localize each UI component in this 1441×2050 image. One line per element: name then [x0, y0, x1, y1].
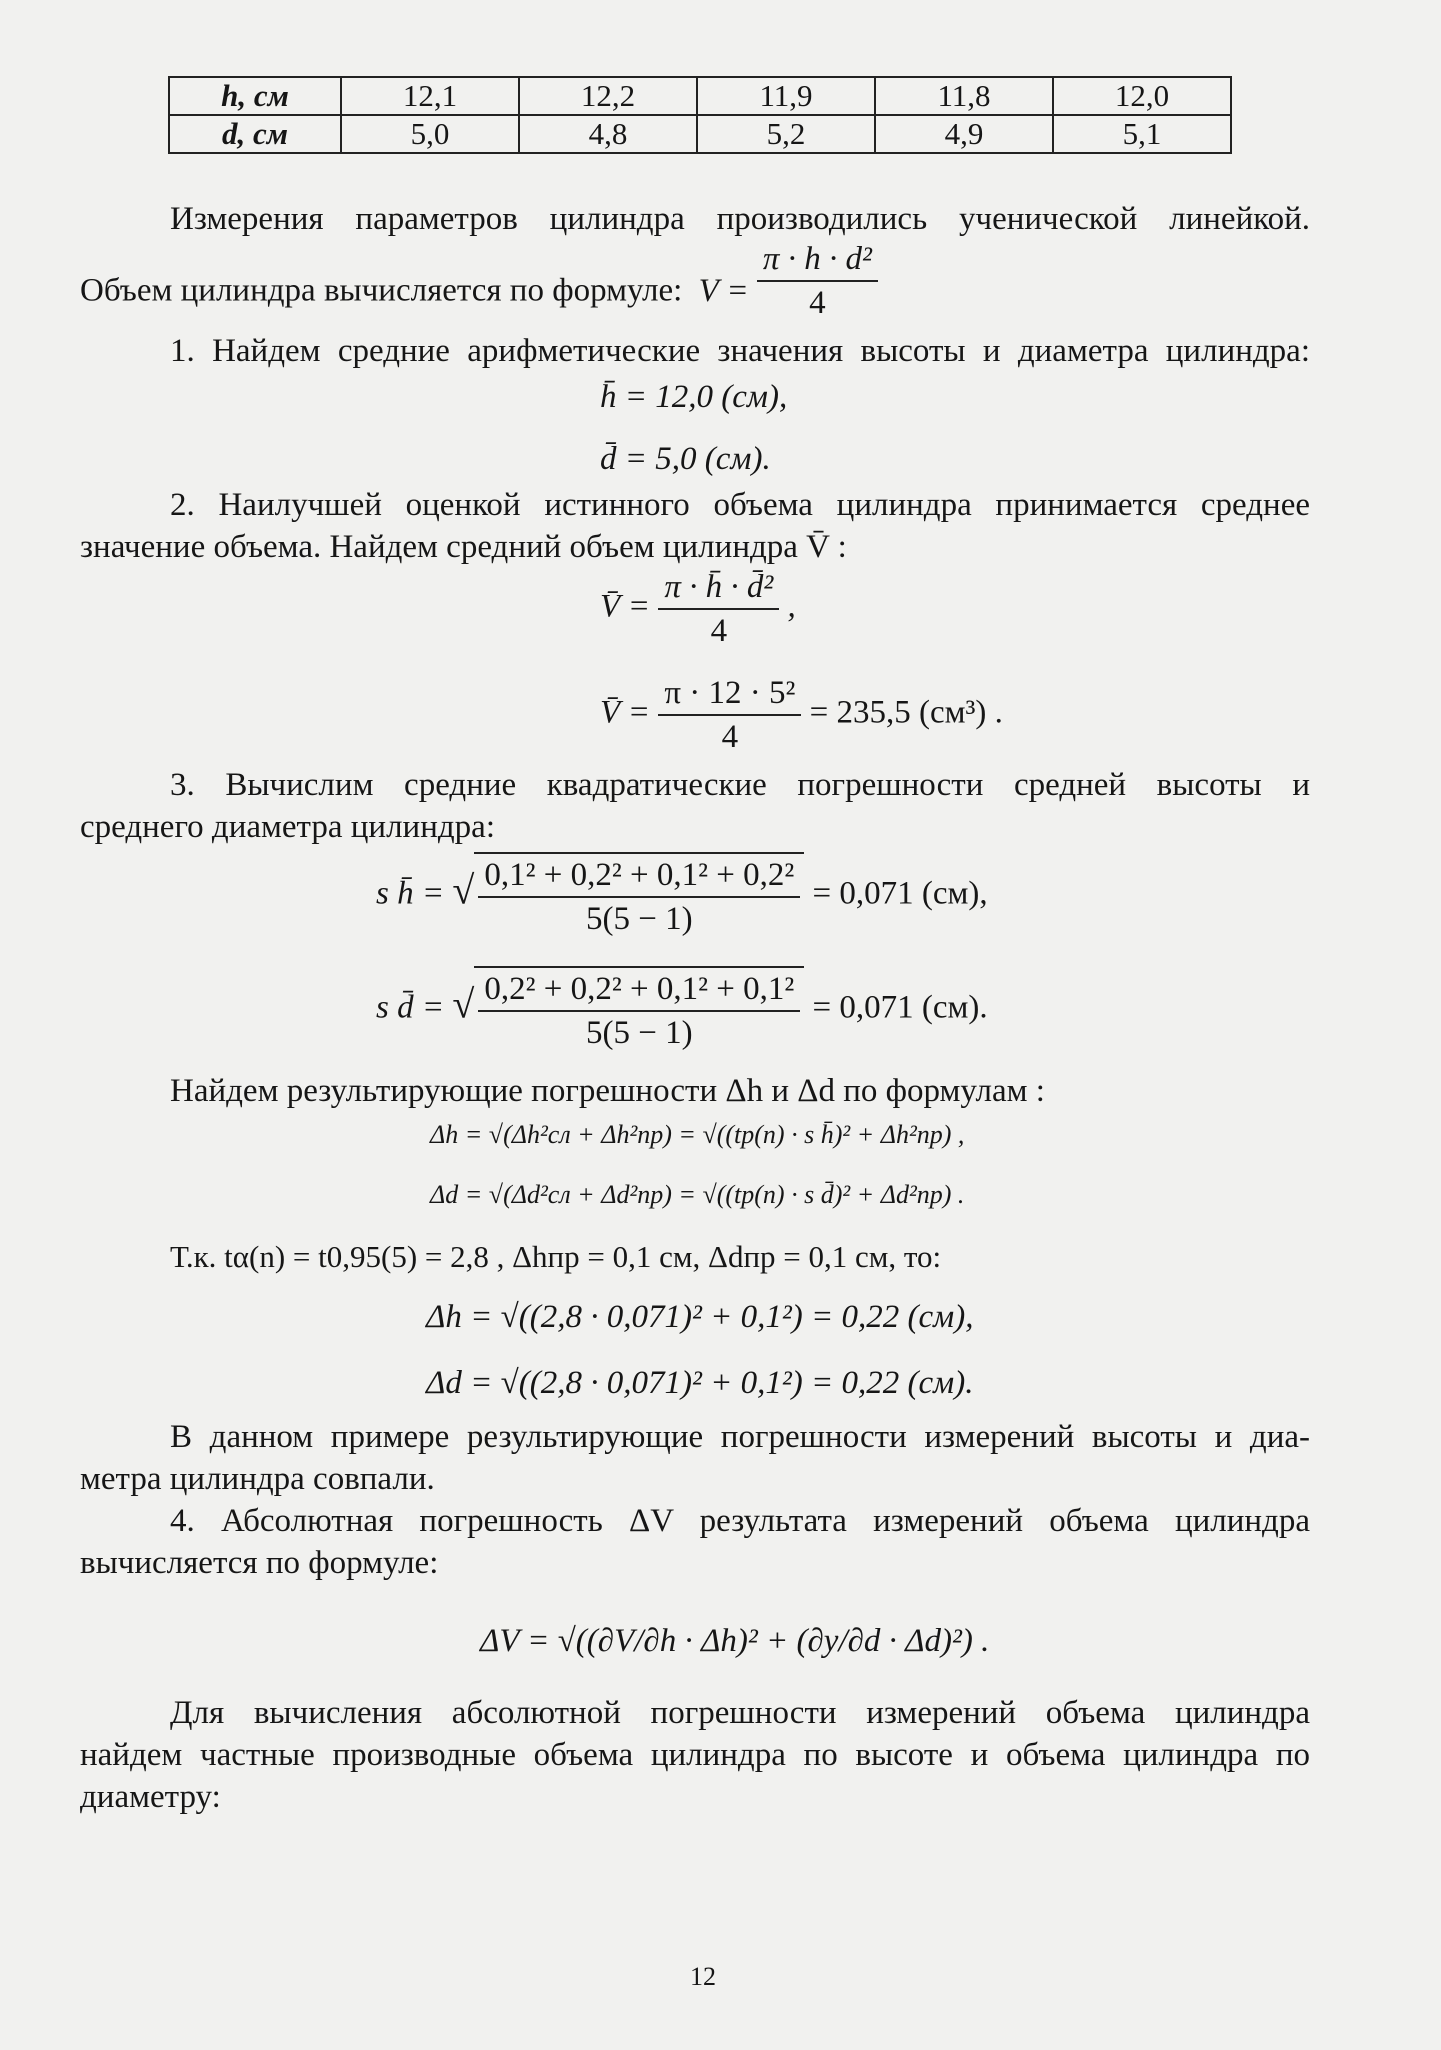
- sd-fraction: [474, 966, 804, 1054]
- fraction-denominator: 4: [721, 719, 739, 755]
- intro-line-2: [80, 241, 878, 324]
- measurement-table: [168, 76, 1232, 154]
- step1-text: 1. Найдем средние арифметические значения высоты и диаметра цилиндра:: [170, 333, 1310, 369]
- step4-line-1: 4. Абсолютная погрешность ΔV результата измерений объема цилиндра: [170, 1503, 1310, 1539]
- mean-volume-tail: ,: [787, 588, 796, 625]
- intro-line-2-text: Объем цилиндра вычисляется по формуле:: [80, 272, 683, 309]
- table-cell: 4,9: [875, 115, 1053, 153]
- mean-volume-calc: [600, 672, 1003, 758]
- table-cell: 5,0: [341, 115, 519, 153]
- fraction-numerator: 0,1² + 0,2² + 0,1² + 0,2²: [478, 854, 800, 898]
- step3-line-1: 3. Вычислим средние квадратические погрешности средней высоты и: [170, 767, 1310, 803]
- mean-volume-lhs: V̄ =: [600, 588, 651, 625]
- volume-formula-lhs: V =: [698, 272, 749, 309]
- dh-general-formula: Δh = √(Δh²сл + Δh²пр) = √((tp(n) · s h̄)² + Δh²пр) ,: [430, 1120, 965, 1149]
- conclusion-line-1: В данном примере результирующие погрешности измерений высоты и диа-: [170, 1419, 1310, 1455]
- table-cell: 5,2: [697, 115, 875, 153]
- fraction-numerator: π · h · d²: [757, 238, 878, 282]
- fraction-denominator: 4: [710, 613, 728, 649]
- step3-line-2: среднего диаметра цилиндра:: [80, 809, 495, 845]
- table-cell: 12,2: [519, 77, 697, 115]
- dd-calc: Δd = √((2,8 · 0,071)² + 0,1²) = 0,22 (см).: [426, 1365, 974, 1401]
- table-row: [169, 115, 1231, 153]
- table-cell: 4,8: [519, 115, 697, 153]
- derivatives-line-2: найдем частные производные объема цилиндра по высоте и объема цилиндра по: [80, 1737, 1310, 1773]
- derivatives-line-1: Для вычисления абсолютной погрешности измерений объема цилиндра: [170, 1695, 1310, 1731]
- mean-volume-fraction: [658, 566, 779, 652]
- fraction-denominator: 5(5 − 1): [585, 1015, 693, 1051]
- sd-formula: s d̄ = √ $\frac{\text{0,2² + 0,2² + 0,1² + 0,1²}}{5(5 - 1)}$ = 0,071 (см).: [376, 966, 988, 1054]
- conclusion-line-2: метра цилиндра совпали.: [80, 1461, 435, 1497]
- h-mean-formula: h̄ = 12,0 (см),: [600, 379, 788, 415]
- tk-conditions: Т.к. tα(n) = t0,95(5) = 2,8 , Δhпр = 0,1 см, Δdпр = 0,1 см, то:: [170, 1239, 942, 1274]
- dd-general-formula: Δd = √(Δd²сл + Δd²пр) = √((tp(n) · s d̄)² + Δd²пр) .: [430, 1180, 965, 1209]
- mean-volume-formula: [600, 566, 796, 652]
- step2-line-1: 2. Наилучшей оценкой истинного объема цилиндра принимается среднее: [170, 487, 1310, 523]
- fraction-numerator: π · h̄ · d̄²: [658, 566, 779, 610]
- mean-volume-calc-fraction: [658, 672, 801, 758]
- intro-line-1: Измерения параметров цилиндра производились ученической линейкой.: [170, 201, 1310, 237]
- derivatives-line-3: диаметру:: [80, 1779, 221, 1815]
- sd-lhs: s d̄ =: [376, 989, 445, 1026]
- fraction-denominator: 5(5 − 1): [585, 901, 693, 937]
- row-label: h, см: [169, 77, 341, 115]
- mean-volume-calc-result: = 235,5 (см³) .: [809, 694, 1003, 731]
- sh-lhs: s h̄ =: [376, 875, 445, 912]
- fraction-numerator: 0,2² + 0,2² + 0,1² + 0,1²: [478, 968, 800, 1012]
- fraction-numerator: π · 12 · 5²: [658, 672, 801, 716]
- step2-line-2: значение объема. Найдем средний объем цилиндра V̄ :: [80, 529, 847, 565]
- sh-result: = 0,071 (см),: [812, 875, 988, 912]
- fraction-denominator: 4: [809, 285, 826, 321]
- dh-calc: Δh = √((2,8 · 0,071)² + 0,1²) = 0,22 (см),: [426, 1299, 974, 1335]
- result-errors-text: Найдем результирующие погрешности Δh и Δd по формулам :: [170, 1073, 1045, 1109]
- volume-formula-fraction: [757, 238, 878, 324]
- sh-fraction: [474, 852, 804, 940]
- row-label: d, см: [169, 115, 341, 153]
- page-number: 12: [690, 1962, 716, 1991]
- sd-result: = 0,071 (см).: [812, 989, 988, 1026]
- table-cell: 5,1: [1053, 115, 1231, 153]
- table-cell: 12,1: [341, 77, 519, 115]
- table-row: [169, 77, 1231, 115]
- step4-line-2: вычисляется по формуле:: [80, 1545, 439, 1581]
- table-cell: 11,9: [697, 77, 875, 115]
- d-mean-formula: d̄ = 5,0 (см).: [600, 441, 771, 477]
- mean-volume-calc-lhs: V̄ =: [600, 694, 651, 731]
- table-cell: 11,8: [875, 77, 1053, 115]
- abs-error-formula: ΔV = √((∂V/∂h · Δh)² + (∂y/∂d · Δd)²) .: [480, 1623, 990, 1659]
- sh-formula: s h̄ = √ $\frac{\text{0,1² + 0,2² + 0,1² + 0,2²}}{5(5 - 1)}$ = 0,071 (см),: [376, 852, 988, 940]
- table-cell: 12,0: [1053, 77, 1231, 115]
